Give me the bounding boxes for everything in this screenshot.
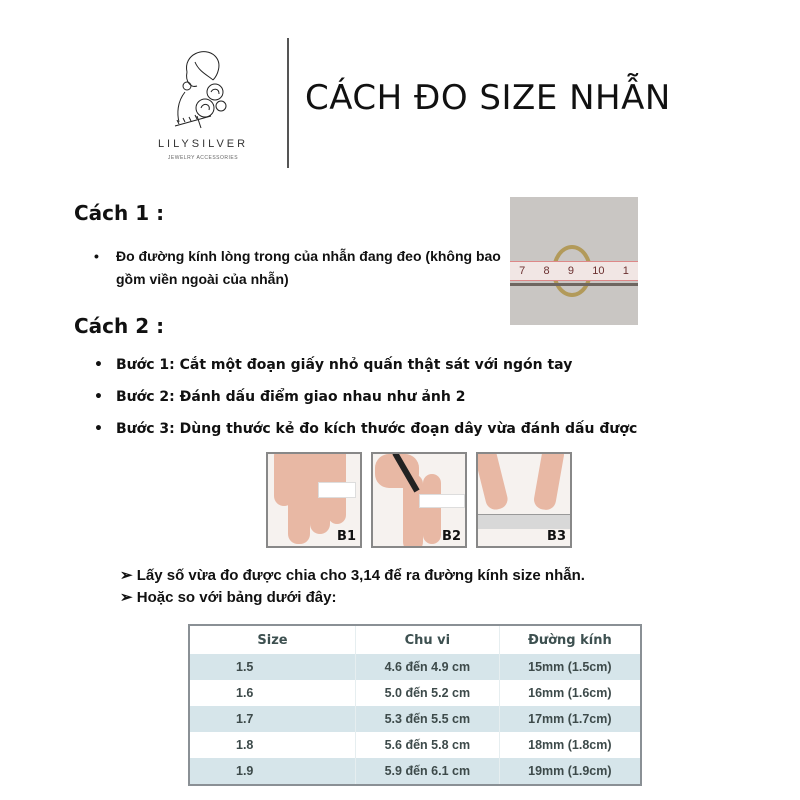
cell-circumference: 5.3 đến 5.5 cm <box>356 706 500 732</box>
table-row <box>189 654 641 680</box>
tape-number: 9 <box>567 265 574 277</box>
tape-number: 1 <box>622 265 629 277</box>
method1-bullet: • Đo đường kính lòng trong của nhẫn đang đeo (không bao gồm viền ngoài của nhẫn) <box>92 245 512 291</box>
cell-size: 1.5 <box>189 654 356 680</box>
method1-heading: Cách 1 : <box>74 201 165 225</box>
cell-circumference: 5.6 đến 5.8 cm <box>356 732 500 758</box>
size-table <box>188 624 642 786</box>
logo-icon <box>165 42 245 132</box>
cell-diameter: 16mm (1.6cm) <box>499 680 641 706</box>
cell-diameter: 17mm (1.7cm) <box>499 706 641 732</box>
cell-diameter: 19mm (1.9cm) <box>499 758 641 785</box>
method2-steps <box>92 354 732 450</box>
method2-heading: Cách 2 : <box>74 314 165 338</box>
step-photo-b3 <box>476 452 572 548</box>
table-row <box>189 732 641 758</box>
note-divide: ➢ Lấy số vừa đo được chia cho 3,14 để ra đường kính size nhẫn. <box>120 567 585 584</box>
step-photo-b1 <box>266 452 362 548</box>
header-divider <box>287 38 289 168</box>
tape-shadow <box>510 283 638 286</box>
step-3: • Bước 3: Dùng thước kẻ đo kích thước đoạn dây vừa đánh dấu được <box>92 418 732 441</box>
logo-name: LILYSILVER <box>157 138 249 150</box>
tape-number: 7 <box>519 265 526 277</box>
note-table: ➢ Hoặc so với bảng dưới đây: <box>120 589 337 606</box>
method1-list <box>92 245 512 291</box>
cell-size: 1.6 <box>189 680 356 706</box>
tape-number: 8 <box>543 265 550 277</box>
cell-diameter: 15mm (1.5cm) <box>499 654 641 680</box>
table-row <box>189 706 641 732</box>
table-header-row <box>189 625 641 654</box>
cell-circumference: 5.0 đến 5.2 cm <box>356 680 500 706</box>
table-row <box>189 680 641 706</box>
tape-number: 10 <box>592 265 605 277</box>
step-1: • Bước 1: Cắt một đoạn giấy nhỏ quấn thật sát với ngón tay <box>92 354 732 377</box>
header-size: Size <box>189 625 356 654</box>
photo-label: B1 <box>337 529 356 544</box>
cell-circumference: 5.9 đến 6.1 cm <box>356 758 500 785</box>
cell-size: 1.7 <box>189 706 356 732</box>
cell-diameter: 18mm (1.8cm) <box>499 732 641 758</box>
photo-label: B2 <box>442 529 461 544</box>
measuring-tape <box>510 261 638 281</box>
page-title: CÁCH ĐO SIZE NHẪN <box>305 78 671 118</box>
cell-size: 1.9 <box>189 758 356 785</box>
header-circumference: Chu vi <box>356 625 500 654</box>
cell-size: 1.8 <box>189 732 356 758</box>
ring-measure-photo <box>510 197 638 325</box>
photo-label: B3 <box>547 529 566 544</box>
logo-tagline: JEWELRY ACCESSORIES <box>167 155 239 161</box>
step-photos <box>266 452 572 548</box>
table-row <box>189 758 641 785</box>
step-2: • Bước 2: Đánh dấu điểm giao nhau như ảnh 2 <box>92 386 732 409</box>
ruler-image <box>478 514 570 529</box>
step-photo-b2 <box>371 452 467 548</box>
cell-circumference: 4.6 đến 4.9 cm <box>356 654 500 680</box>
header-diameter: Đường kính <box>499 625 641 654</box>
